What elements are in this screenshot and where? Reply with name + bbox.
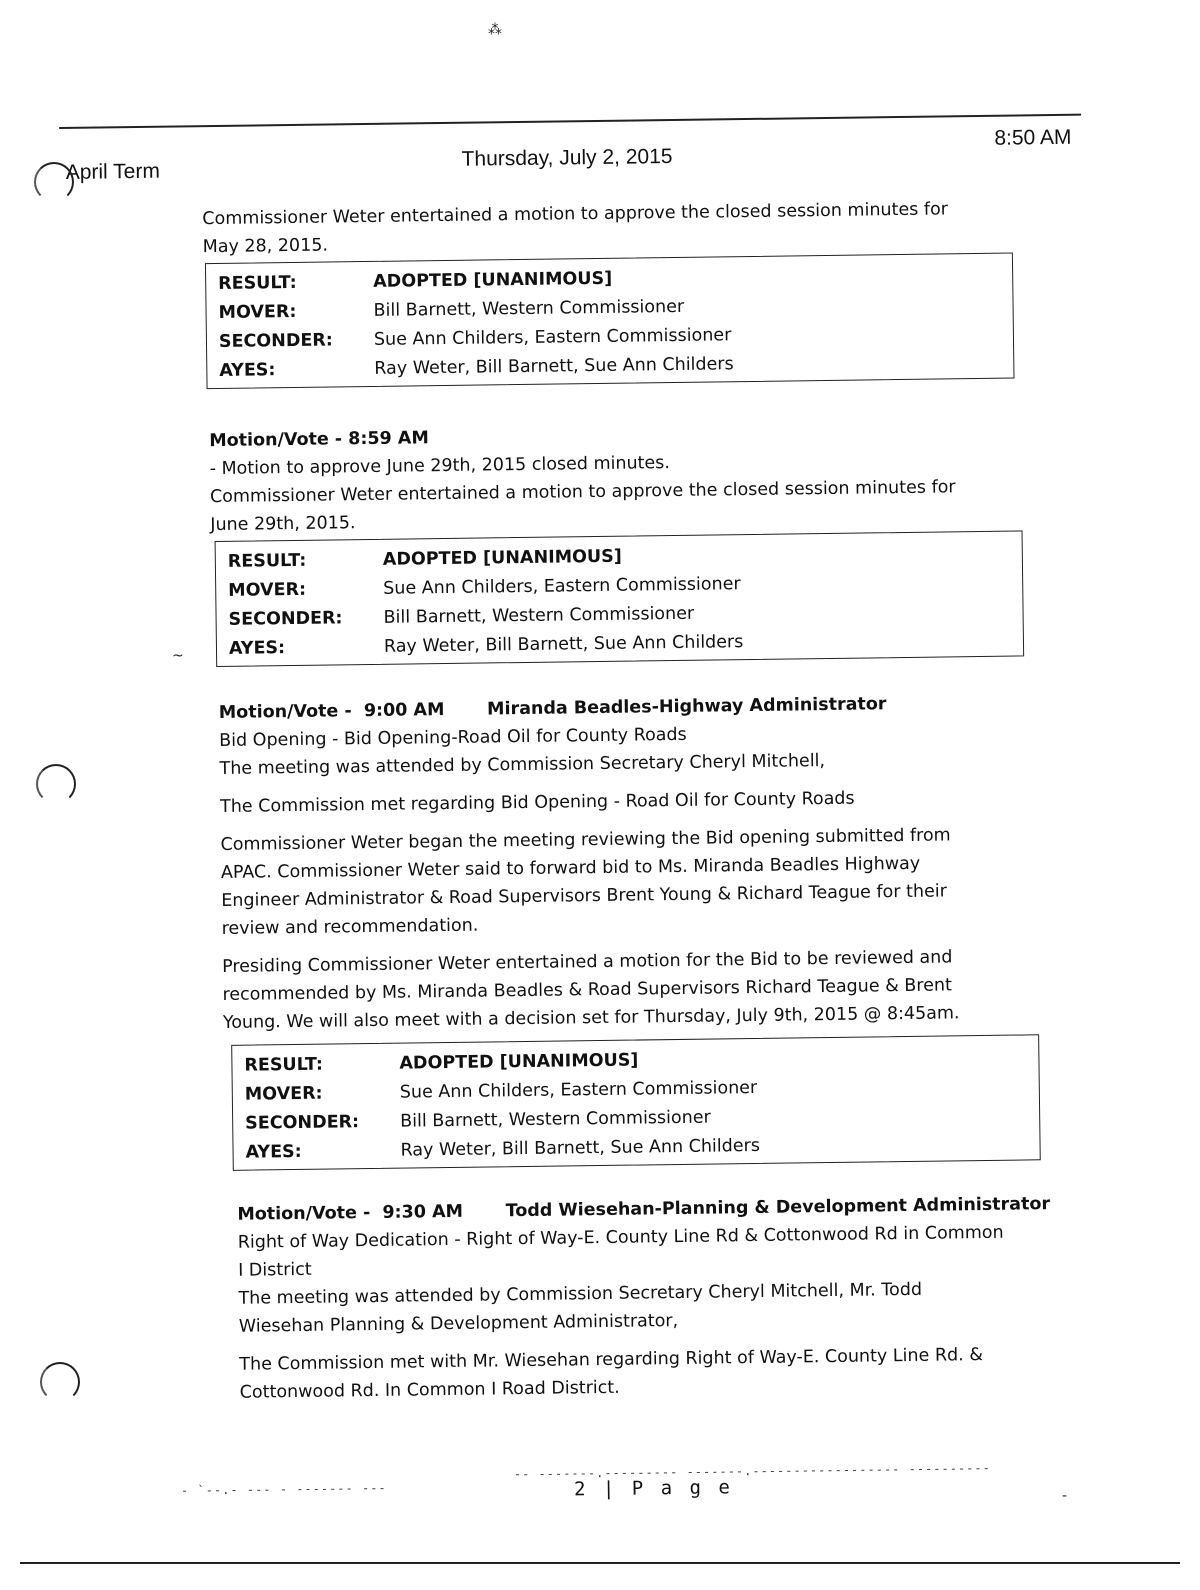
motion-text: Commissioner Weter entertained a motion to approve the closed session minutes for	[209, 477, 956, 508]
meeting-topic: Cottonwood Rd. In Common I Road District.	[239, 1377, 620, 1403]
ayes-label: AYES:	[245, 1141, 302, 1163]
meeting-time: 8:50 AM	[994, 125, 1072, 150]
punch-hole-icon	[34, 162, 74, 202]
header-rule	[59, 114, 1081, 129]
paragraph-line: recommended by Ms. Miranda Beadles & Road Supervisors Richard Teague & Brent	[222, 975, 953, 1005]
ayes-value: Ray Weter, Bill Barnett, Sue Ann Childers	[400, 1135, 761, 1161]
attendance-text: The meeting was attended by Commission Secretary Cheryl Mitchell,	[219, 751, 826, 779]
result-label: RESULT:	[218, 272, 297, 294]
result-label: RESULT:	[227, 550, 307, 572]
section-bid-opening	[219, 687, 1123, 1037]
scan-speck-icon: -	[1062, 1488, 1068, 1504]
result-value: ADOPTED [UNANIMOUS]	[382, 546, 622, 570]
meeting-topic: The Commission met regarding Bid Opening - Road Oil for County Roads	[219, 788, 855, 817]
bottom-edge-line	[20, 1562, 1180, 1564]
ayes-label: AYES:	[228, 638, 286, 659]
meeting-date: Thursday, July 2, 2015	[461, 144, 673, 171]
seconder-value: Bill Barnett, Western Commissioner	[400, 1107, 711, 1132]
punch-hole-icon	[40, 1362, 80, 1402]
vote-table	[231, 1034, 1041, 1171]
mover-value: Sue Ann Childers, Eastern Commissioner	[383, 574, 741, 599]
mover-label: MOVER:	[244, 1083, 323, 1105]
mover-value: Sue Ann Childers, Eastern Commissioner	[399, 1077, 758, 1103]
section-subheading: Bid Opening - Bid Opening-Road Oil for County Roads	[219, 724, 687, 751]
scan-speck-icon: ⁂	[488, 22, 502, 38]
section-heading: Motion/Vote - 9:30 AM Todd Wiesehan-Planning & Development Administrator	[237, 1194, 1051, 1225]
seconder-label: SECONDER:	[228, 608, 343, 630]
vote-table	[215, 530, 1025, 667]
motion-text: June 29th, 2015.	[210, 513, 356, 536]
mover-label: MOVER:	[218, 301, 297, 323]
ayes-value: Ray Weter, Bill Barnett, Sue Ann Childers	[374, 354, 734, 379]
motion-text: Commissioner Weter entertained a motion to approve the closed session minutes for	[202, 199, 949, 230]
result-label: RESULT:	[244, 1054, 324, 1076]
paragraph-line: Young. We will also meet with a decision set for Thursday, July 9th, 2015 @ 8:45am.	[222, 1003, 960, 1033]
page-number: 2 | P a g e	[573, 1476, 733, 1501]
meeting-topic: The Commission met with Mr. Wiesehan regarding Right of Way-E. County Line Rd. &	[239, 1345, 984, 1375]
seconder-value: Sue Ann Childers, Eastern Commissioner	[373, 325, 732, 350]
paragraph-line: Commissioner Weter began the meeting reviewing the Bid opening submitted from	[220, 825, 951, 855]
seconder-label: SECONDER:	[245, 1112, 360, 1134]
vote-table	[205, 253, 1015, 390]
paragraph-line: Presiding Commissioner Weter entertained a motion for the Bid to be reviewed and	[222, 947, 953, 977]
paragraph-line: review and recommendation.	[221, 915, 479, 939]
attendance-text: Wiesehan Planning & Development Administrator,	[238, 1311, 679, 1337]
mover-label: MOVER:	[228, 579, 307, 601]
motion-text: May 28, 2015.	[202, 235, 329, 258]
seconder-value: Bill Barnett, Western Commissioner	[383, 603, 695, 628]
seconder-label: SECONDER:	[218, 330, 333, 352]
section-subheading: Right of Way Dedication - Right of Way-E. County Line Rd & Cottonwood Rd in Common	[237, 1222, 1004, 1253]
section-subheading: I District	[238, 1259, 312, 1281]
section-may28	[202, 193, 1103, 261]
footer-dashes-left: - `--.- --- - ------- ---	[180, 1480, 387, 1498]
section-heading: Motion/Vote - 8:59 AM	[209, 428, 429, 452]
paragraph-line: APAC. Commissioner Weter said to forward bid to Ms. Miranda Beadles Highway	[220, 853, 921, 883]
term-label: April Term	[65, 159, 161, 184]
section-june29	[209, 415, 1110, 539]
result-value: ADOPTED [UNANIMOUS]	[373, 268, 613, 292]
ayes-label: AYES:	[219, 360, 276, 381]
attendance-text: The meeting was attended by Commission Secretary Cheryl Mitchell, Mr. Todd	[238, 1279, 923, 1309]
result-value: ADOPTED [UNANIMOUS]	[399, 1050, 639, 1074]
footer-dashes-right: -- -------.--------- -------.------------------ ----------	[513, 1460, 991, 1482]
scan-speck-icon: ~	[172, 648, 184, 664]
section-subheading: - Motion to approve June 29th, 2015 closed minutes.	[209, 453, 671, 480]
mover-value: Bill Barnett, Western Commissioner	[373, 296, 685, 321]
ayes-value: Ray Weter, Bill Barnett, Sue Ann Childers	[383, 632, 744, 657]
paragraph-line: Engineer Administrator & Road Supervisors Brent Young & Richard Teague for their	[221, 881, 947, 911]
punch-hole-icon	[36, 764, 76, 804]
section-heading: Motion/Vote - 9:00 AM Miranda Beadles-Highway Administrator	[218, 694, 887, 723]
section-right-of-way	[237, 1189, 1140, 1407]
